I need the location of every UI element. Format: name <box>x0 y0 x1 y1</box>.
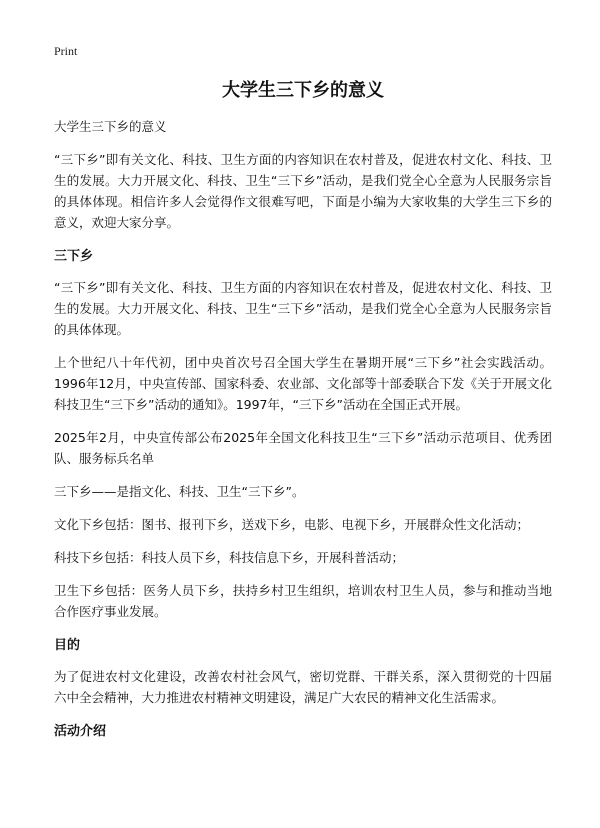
paragraph-meaning: 三下乡——是指文化、科技、卫生“三下乡”。 <box>54 484 305 499</box>
paragraph-definition: “三下乡”即有关文化、科技、卫生方面的内容知识在农村普及，促进农村文化、科技、卫生的发展。大力开展文化、科技、卫生“三下乡”活动，是我们党全心全意为人民服务宗旨的具体体现。 <box>54 280 552 337</box>
section-heading-sanxiaxiang: 三下乡 <box>54 249 94 264</box>
print-label: Print <box>54 44 78 58</box>
paragraph-intro: “三下乡”即有关文化、科技、卫生方面的内容知识在农村普及，促进农村文化、科技、卫生的发展。大力开展文化、科技、卫生“三下乡”活动，是我们党全心全意为人民服务宗旨的具体体现。相信许多人会觉得作文很难写吧，下面是小编为大家收集的大学生三下乡的意义，欢迎大家分享。 <box>54 152 552 230</box>
section-heading-activity: 活动介绍 <box>54 724 107 739</box>
paragraph-2025: 2025年2月，中央宣传部公布2025年全国文化科技卫生“三下乡”活动示范项目、优秀团队、服务标兵名单 <box>54 430 552 466</box>
paragraph-purpose: 为了促进农村文化建设，改善农村社会风气，密切党群、干群关系，深入贯彻党的十四届六中全会精神，大力推进农村精神文明建设，满足广大农民的精神文化生活需求。 <box>54 669 552 705</box>
intro-label: 大学生三下乡的意义 <box>54 119 167 134</box>
section-heading-purpose: 目的 <box>54 638 81 653</box>
paragraph-culture: 文化下乡包括：图书、报刊下乡，送戏下乡，电影、电视下乡，开展群众性文化活动； <box>54 517 530 532</box>
paragraph-history: 上个世纪八十年代初，团中央首次号召全国大学生在暑期开展“三下乡”社会实践活动。1996年12月，中央宣传部、国家科委、农业部、文化部等十部委联合下发《关于开展文化科技卫生“三下乡”活动的通知》。1997年，“三下乡”活动在全国正式开展。 <box>54 355 552 412</box>
paragraph-health: 卫生下乡包括：医务人员下乡，扶持乡村卫生组织，培训农村卫生人员，参与和推动当地合作医疗事业发展。 <box>54 583 552 619</box>
page-title: 大学生三下乡的意义 <box>222 80 384 101</box>
paragraph-science: 科技下乡包括：科技人员下乡，科技信息下乡，开展科普活动； <box>54 550 405 565</box>
